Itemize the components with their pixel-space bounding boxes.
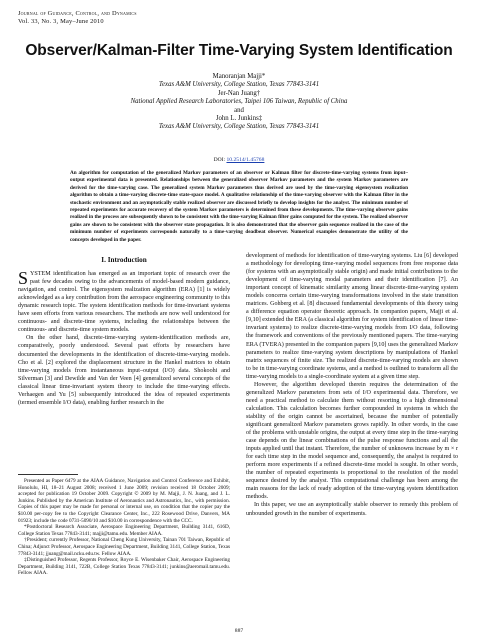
- abstract: An algorithm for computation of the generalized Markov parameters of an observer or Kalman filter for discrete-time-varying systems from input–output experimental data is presented. Relationships between the generalized observer Markov parameters and the system Markov parameters are derived for the time-varying case. The generalized system Markov parameters thus derived are used by the time-varying eigensystem realization algorithm to obtain a time-varying discrete-time state-space model. A qualitative relationship of the time-varying observer with the Kalman filter in the stochastic environment and an asymptotically stable realized observer are discussed briefly to develop insights for the analyst. The minimum number of repeated experiments for accurate recovery of the system Markov parameters is determined from these developments. The time-varying observer gains realized in the process are subsequently shown to be consistent with the time-varying Kalman filter gains computed for the system. The realized observer gains are shown to be consistent with the observer state propagation. It is also demonstrated that the observer gain sequence realized in the case of the minimum number of experiments corresponds naturally to a time-varying deadbeat observer. Numerical examples demonstrate the utility of the concepts developed in the paper.: [70, 170, 408, 243]
- footnote: ‡Distinguished Professor, Regents Professor, Royce E. Wisenbaker Chair, Aerospace Engineering Department, Building 3141, 722B, College Station Texas 77843-3141; junkins@aeromail.tamu.edu. Fellow AIAA.: [18, 557, 230, 577]
- author-name: John L. Junkins‡: [215, 115, 263, 123]
- author-block: [0, 73, 478, 132]
- author-conjunction: and: [234, 106, 244, 114]
- page-number: 887: [234, 628, 244, 634]
- section-heading: I. Introduction: [101, 256, 147, 264]
- body-paragraph: development of methods for identification of time-varying systems. Liu [6] developed a methodology for developing time-varying model sequences from free response data (for systems with an asymptotically stable origin) and made initial contributions to the development of time-varying modal parameters and their identification [7]. An important concept of kinematic similarity among linear discrete-time-varying system models concerns certain time-varying transformations involved in the state transition matrices. Gohberg et al. [8] discussed fundamental developments of this theory using a difference equation operator theoretic approach. In companion papers, Majji et al. [9,10] extended the ERA (a classical algorithm for system identification of linear time-invariant systems) to realize discrete-time-varying models from I/O data, following the framework and conventions of the previously mentioned papers. The time-varying ERA (TVERA) presented in the companion papers [9,10] uses the generalized Markov parameters to realize time-varying system descriptions by manipulations of Hankel matrix sequences of finite size. The realized discrete-time-varying models are shown to be in time-varying coordinate systems, and a method is outlined to transform all the time-varying models to a single-coordinate system at a given time step.: [246, 253, 458, 380]
- author-affiliation: Texas A&M University, College Station, Texas 77843-3141: [158, 81, 320, 89]
- right-column: [246, 252, 458, 518]
- intro-paragraph: [18, 270, 230, 334]
- author-name: Jer-Nan Juang†: [217, 89, 261, 97]
- doi-link[interactable]: 10.2514/1.45768: [226, 157, 265, 163]
- footnote-rule: [18, 474, 78, 475]
- journal-name: Journal of Guidance, Control, and Dynamics: [18, 10, 137, 17]
- journal-header: [18, 10, 137, 26]
- footnote: †President; currently Professor, National Cheng Kung University, Tainan 701 Taiwan, Republic of China; Adjunct Professor, Aerospace Engineering Department, Building 3141, College Station, Texas 77843-3141; jjuang@mail.ncku.edu.tw. Fellow AIAA.: [18, 537, 230, 557]
- author-affiliation: Texas A&M University, College Station, Texas 77843-3141: [158, 123, 320, 131]
- journal-volume: Vol. 33, No. 3, May–June 2010: [18, 18, 104, 25]
- intro-paragraph: On the other hand, discrete-time-varying system-identification methods are, comparatively, poorly understood. Several past efforts by researchers have documented the developments in the identification of discrete-time-varying models. Cho et al. [2] explored the displacement structure in the Hankel matrices to obtain time-varying models from instantaneous input–output (I/O) data. Shokoohi and Silverman [3] and Dewilde and Van der Veen [4] generalized several concepts of the classical linear time-invariant system theory to include the time-varying effects. Verhaegen and Yu [5] subsequently introduced the idea of repeated experiments (termed ensemble I/O data), enabling further research in the: [18, 335, 230, 406]
- footnote: Presented as Paper 6479 at the AIAA Guidance, Navigation and Control Conference and Exhibit, Honolulu, HI, 18–21 August 2008; received 1 June 2009; revision received 18 October 2009; accepted for publication 19 October 2009. Copyright © 2009 by M. Majji, J. N. Juang, and J. L. Junkins. Published by the American Institute of Aeronautics and Astronautics, Inc., with permission. Copies of this paper may be made for personal or internal use, on condition that the copier pay the $10.00 per-copy fee to the Copyright Clearance Center, Inc., 222 Rosewood Drive, Danvers, MA 01923; include the code 0731-5090/10 and $10.00 in correspondence with the CCC.: [18, 478, 230, 524]
- body-paragraph: However, the algorithm developed therein requires the determination of the generalized Markov parameters from sets of I/O experimental data. Therefore, we need a practical method to calculate them without resorting to a high dimensional calculation. This calculation becomes further compounded in systems in which the stability of the origin cannot be ascertained, because the number of potentially significant generalized Markov parameters grows rapidly. In other words, in the case of the problems with unstable origins, the output at every time step in the time-varying case depends on the linear combinations of the pulse response functions and all the inputs applied until that instant. Therefore, the number of unknowns increase by m × r for each time step in the model sequence and, consequently, the analyst is required to perform more experiments if a refined discrete-time model is sought. In other words, the number of repeated experiments is proportional to the resolution of the model sequence desired by the analyst. This computational challenge has been among the main reasons for the lack of ready adoption of the time-varying system identification methods.: [246, 381, 458, 501]
- paper-title: Observer/Kalman-Filter Time-Varying System Identification: [25, 42, 453, 59]
- author-name: Manoranjan Majji*: [212, 73, 266, 80]
- doi-prefix: DOI:: [213, 157, 227, 163]
- paragraph-text: YSTEM identification has emerged as an important topic of research over the past few decades owing to the advancements of model-based modern guidance, navigation, and control. The eigensystem realization algorithm (ERA) [1] is widely acknowledged as a key contribution from the aerospace engineering community to this dynamic research topic. The system identification methods for time-invariant systems have seen efforts from various researchers. The methods are now well understood for continuous- and discrete-time systems, including the relationships between the continuous- and discrete-time system models.: [18, 271, 230, 334]
- left-column: [18, 256, 230, 407]
- drop-cap: S: [18, 268, 29, 289]
- doi-line: [0, 157, 478, 163]
- body-paragraph: In this paper, we use an asymptotically stable observer to remedy this problem of unbounded growth in the number of experiments.: [246, 502, 458, 517]
- footnote: *Postdoctoral Research Associate, Aerospace Engineering Department, Building 3141, 616D, College Station Texas 77843-3141; majji@tamu.edu. Member AIAA.: [18, 524, 230, 537]
- footnotes: [18, 478, 230, 577]
- author-affiliation: National Applied Research Laboratories, Taipei 106 Taiwan, Republic of China: [130, 98, 348, 106]
